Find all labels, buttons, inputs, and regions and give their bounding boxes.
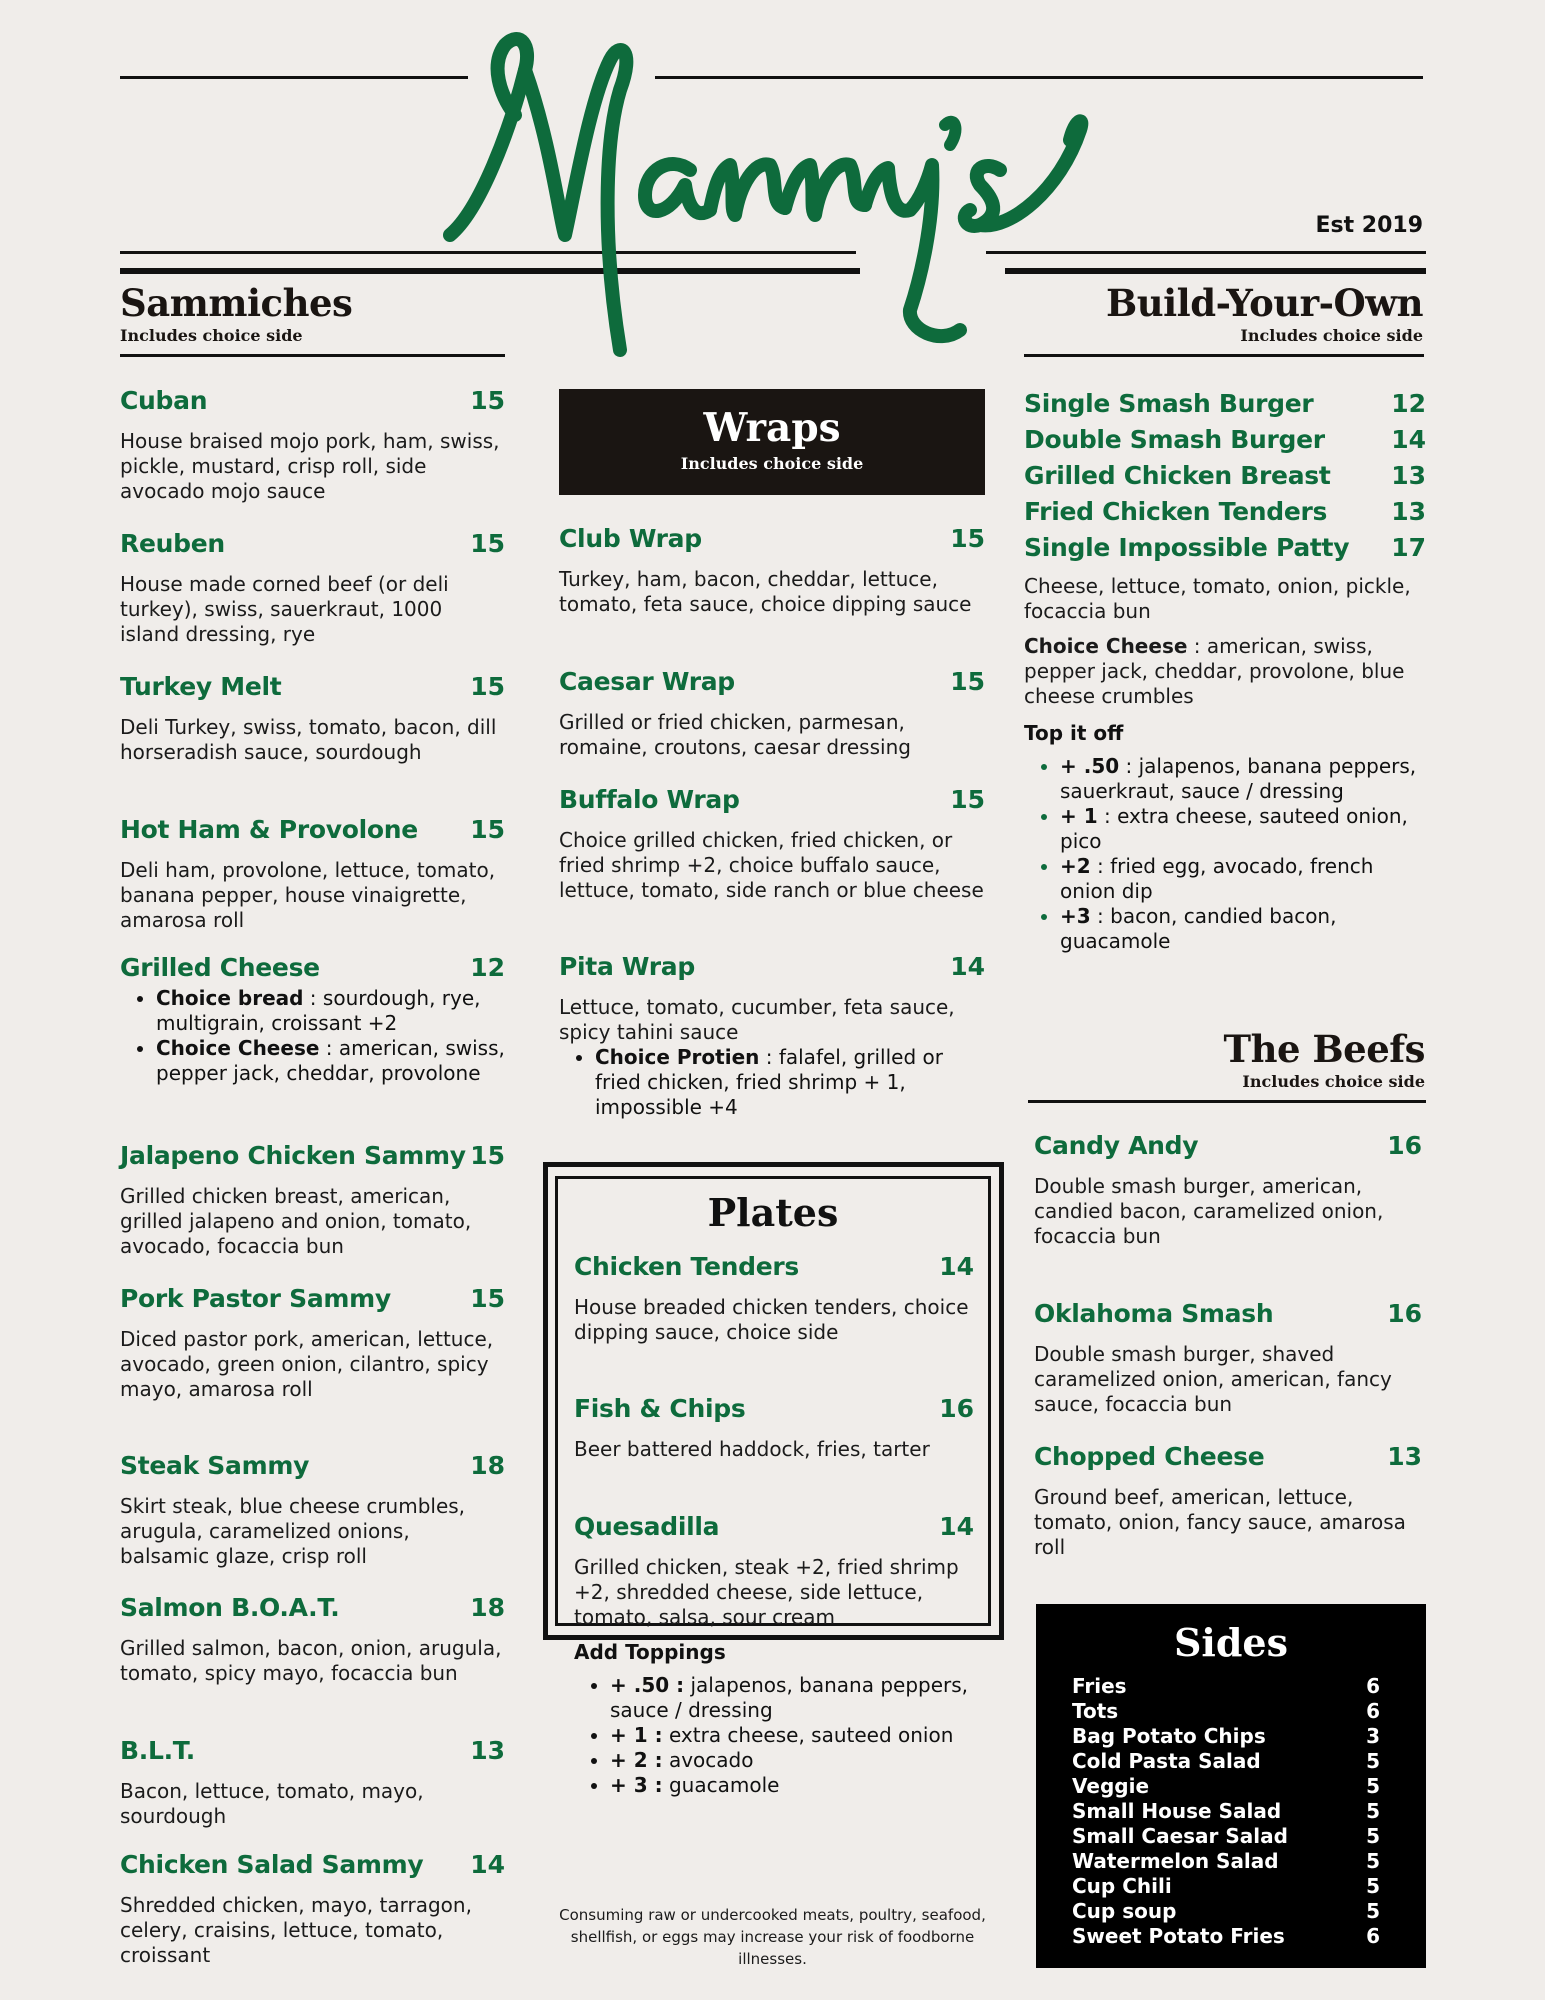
side-item: Cold Pasta Salad 5 bbox=[1072, 1749, 1380, 1773]
item-price: 16 bbox=[1387, 1131, 1422, 1160]
item-price: 15 bbox=[950, 785, 985, 814]
sides-box bbox=[1036, 1604, 1426, 1968]
item-description: Ground beef, american, lettuce, tomato, onion, fancy sauce, amarosa roll bbox=[1034, 1485, 1406, 1559]
item-price: 14 bbox=[939, 1512, 974, 1541]
item-name: Double Smash Burger bbox=[1024, 425, 1325, 454]
item-description: Grilled salmon, bacon, onion, arugula, tomato, spicy mayo, focaccia bun bbox=[120, 1636, 502, 1685]
item-price: 14 bbox=[1391, 425, 1426, 454]
sammiches-title: Sammiches bbox=[120, 281, 353, 325]
topping-3: • +3 : bacon, candied bacon, guacamole bbox=[1060, 904, 1426, 954]
menu-item-steak-sammy bbox=[120, 1451, 505, 1569]
topping-1: • + 1 : extra cheese, sauteed onion bbox=[610, 1723, 974, 1748]
item-price: 15 bbox=[470, 386, 505, 415]
item-price: 15 bbox=[470, 529, 505, 558]
side-item: Watermelon Salad 5 bbox=[1072, 1849, 1380, 1873]
byo-rule bbox=[1024, 354, 1424, 357]
item-description: Double smash burger, american, candied bacon, caramelized onion, focaccia bun bbox=[1034, 1174, 1384, 1248]
item-price: 13 bbox=[1391, 497, 1426, 526]
topping-2: • +2 : fried egg, avocado, french onion dip bbox=[1060, 854, 1426, 904]
item-name: Chicken Tenders bbox=[574, 1252, 799, 1281]
menu-item-chicken-salad-sammy bbox=[120, 1850, 505, 1968]
item-description: House made corned beef (or deli turkey), swiss, sauerkraut, 1000 island dressing, rye bbox=[120, 572, 449, 646]
menu-item-buffalo-wrap bbox=[559, 785, 985, 903]
item-name: Fish & Chips bbox=[574, 1394, 746, 1423]
item-price: 15 bbox=[470, 1284, 505, 1313]
item-price: 14 bbox=[939, 1252, 974, 1281]
sammiches-header bbox=[120, 281, 353, 345]
item-description: House breaded chicken tenders, choice dipping sauce, choice side bbox=[574, 1295, 969, 1344]
side-item: Cup soup 5 bbox=[1072, 1899, 1380, 1923]
header-rule-left-top bbox=[120, 76, 468, 79]
item-description: Double smash burger, shaved caramelized onion, american, fancy sauce, focaccia bun bbox=[1034, 1342, 1392, 1416]
item-description: Grilled or fried chicken, parmesan, romaine, croutons, caesar dressing bbox=[559, 710, 911, 759]
byo-item bbox=[1024, 530, 1426, 566]
menu-item-quesadilla bbox=[574, 1512, 974, 1798]
item-options bbox=[559, 1045, 985, 1120]
item-options bbox=[120, 986, 505, 1086]
item-name: Cuban bbox=[120, 386, 208, 415]
item-name: Quesadilla bbox=[574, 1512, 720, 1541]
item-price: 16 bbox=[1387, 1299, 1422, 1328]
item-description: Diced pastor pork, american, lettuce, avocado, green onion, cilantro, spicy mayo, amarosa roll bbox=[120, 1327, 494, 1401]
top-it-off-title: Top it off bbox=[1024, 721, 1124, 745]
item-name: Salmon B.O.A.T. bbox=[120, 1593, 340, 1622]
option-choice-bread: • Choice bread : sourdough, rye, multigrain, croissant +2 bbox=[156, 986, 505, 1036]
item-description: Lettuce, tomato, cucumber, feta sauce, spicy tahini sauce bbox=[559, 995, 955, 1044]
menu-item-pita-wrap bbox=[559, 952, 985, 1120]
side-item: Sweet Potato Fries 6 bbox=[1072, 1924, 1380, 1948]
item-name: Steak Sammy bbox=[120, 1451, 310, 1480]
topping-3: • + 3 : guacamole bbox=[610, 1773, 974, 1798]
menu-item-reuben bbox=[120, 529, 505, 647]
food-safety-disclaimer: Consuming raw or undercooked meats, poultry, seafood, shellfish, or eggs may increase your risk of foodborne illnesses. bbox=[559, 1906, 986, 1968]
menu-item-chicken-tenders bbox=[574, 1252, 974, 1345]
menu-item-fish-chips bbox=[574, 1394, 974, 1462]
item-name: Grilled Chicken Breast bbox=[1024, 461, 1331, 490]
byo-description: Cheese, lettuce, tomato, onion, pickle, focaccia bun bbox=[1024, 574, 1411, 623]
side-item: Veggie 5 bbox=[1072, 1774, 1380, 1798]
item-price: 12 bbox=[470, 953, 505, 982]
item-description: Deli ham, provolone, lettuce, tomato, banana pepper, house vinaigrette, amarosa roll bbox=[120, 858, 496, 932]
menu-item-blt bbox=[120, 1736, 505, 1829]
item-price: 15 bbox=[470, 1141, 505, 1170]
side-item: Bag Potato Chips 3 bbox=[1072, 1724, 1380, 1748]
side-item: Cup Chili 5 bbox=[1072, 1874, 1380, 1898]
menu-item-salmon-boat bbox=[120, 1593, 505, 1686]
sides-list bbox=[1072, 1674, 1380, 1949]
byo-items bbox=[1024, 386, 1426, 954]
toppings-list bbox=[574, 1673, 974, 1798]
item-price: 13 bbox=[1391, 461, 1426, 490]
menu-item-jalapeno-chicken-sammy bbox=[120, 1141, 505, 1259]
byo-item bbox=[1024, 386, 1426, 422]
mannys-script-logo bbox=[440, 20, 1090, 380]
item-description: Beer battered haddock, fries, tarter bbox=[574, 1437, 930, 1461]
item-price: 15 bbox=[950, 524, 985, 553]
menu-item-candy-andy bbox=[1034, 1131, 1422, 1249]
plates-title: Plates bbox=[707, 1190, 839, 1235]
side-item: Small Caesar Salad 5 bbox=[1072, 1824, 1380, 1848]
menu-item-caesar-wrap bbox=[559, 667, 985, 760]
item-name: Oklahoma Smash bbox=[1034, 1299, 1274, 1328]
item-name: Candy Andy bbox=[1034, 1131, 1199, 1160]
byo-header bbox=[1105, 281, 1423, 345]
menu-item-oklahoma-smash bbox=[1034, 1299, 1422, 1417]
item-description: Shredded chicken, mayo, tarragon, celery, craisins, lettuce, tomato, croissant bbox=[120, 1893, 472, 1967]
byo-choice-cheese: Choice Cheese : american, swiss, pepper jack, cheddar, provolone, blue cheese crumbles bbox=[1024, 634, 1405, 708]
item-price: 14 bbox=[470, 1850, 505, 1879]
byo-item bbox=[1024, 458, 1426, 494]
item-description: Turkey, ham, bacon, cheddar, lettuce, tomato, feta sauce, choice dipping sauce bbox=[559, 567, 972, 616]
beefs-title: The Beefs bbox=[1223, 1027, 1425, 1071]
menu-item-chopped-cheese bbox=[1034, 1442, 1422, 1560]
menu-item-pork-pastor-sammy bbox=[120, 1284, 505, 1402]
item-price: 18 bbox=[470, 1451, 505, 1480]
topping-50: • + .50 : jalapenos, banana peppers, sauce / dressing bbox=[610, 1673, 974, 1723]
byo-title: Build-Your-Own bbox=[1105, 281, 1423, 325]
beefs-header bbox=[1223, 1027, 1425, 1091]
byo-subtitle: Includes choice side bbox=[1240, 326, 1423, 345]
item-description: Bacon, lettuce, tomato, mayo, sourdough bbox=[120, 1779, 424, 1828]
menu-item-grilled-cheese bbox=[120, 953, 505, 1086]
menu-item-turkey-melt bbox=[120, 672, 505, 765]
item-description: Grilled chicken, steak +2, fried shrimp +2, shredded cheese, side lettuce, tomato, salsa, sour cream bbox=[574, 1555, 959, 1629]
beefs-rule bbox=[1028, 1100, 1426, 1103]
wraps-subtitle: Includes choice side bbox=[680, 454, 864, 473]
item-price: 15 bbox=[470, 672, 505, 701]
item-name: Club Wrap bbox=[559, 524, 702, 553]
option-choice-protein: • Choice Protien : falafel, grilled or fried chicken, fried shrimp + 1, impossible +4 bbox=[595, 1045, 985, 1120]
side-item: Tots 6 bbox=[1072, 1699, 1380, 1723]
item-price: 15 bbox=[950, 667, 985, 696]
sides-title: Sides bbox=[1173, 1620, 1289, 1665]
topping-2: • + 2 : avocado bbox=[610, 1748, 974, 1773]
item-name: Single Smash Burger bbox=[1024, 389, 1314, 418]
beefs-subtitle: Includes choice side bbox=[1242, 1072, 1425, 1091]
item-name: Chicken Salad Sammy bbox=[120, 1850, 424, 1879]
item-description: Deli Turkey, swiss, tomato, bacon, dill horseradish sauce, sourdough bbox=[120, 715, 497, 764]
item-name: Jalapeno Chicken Sammy bbox=[120, 1141, 466, 1170]
menu-item-cuban bbox=[120, 386, 505, 504]
item-price: 14 bbox=[950, 952, 985, 981]
item-description: House braised mojo pork, ham, swiss, pickle, mustard, crisp roll, side avocado mojo sauce bbox=[120, 429, 500, 503]
item-price: 16 bbox=[939, 1394, 974, 1423]
menu-item-hot-ham-provolone bbox=[120, 815, 505, 933]
add-toppings-title: Add Toppings bbox=[574, 1640, 726, 1664]
item-name: Buffalo Wrap bbox=[559, 785, 740, 814]
item-name: Chopped Cheese bbox=[1034, 1442, 1265, 1471]
item-name: Pork Pastor Sammy bbox=[120, 1284, 391, 1313]
item-name: Reuben bbox=[120, 529, 225, 558]
item-name: Turkey Melt bbox=[120, 672, 282, 701]
byo-toppings-list bbox=[1024, 754, 1426, 954]
topping-50: • + .50 : jalapenos, banana peppers, sauerkraut, sauce / dressing bbox=[1060, 754, 1426, 804]
item-name: Single Impossible Patty bbox=[1024, 533, 1350, 562]
wraps-header-box bbox=[559, 389, 985, 495]
wraps-title: Wraps bbox=[703, 405, 841, 451]
side-item: Fries 6 bbox=[1072, 1674, 1380, 1698]
topping-1: • + 1 : extra cheese, sauteed onion, pico bbox=[1060, 804, 1426, 854]
item-price: 12 bbox=[1391, 389, 1426, 418]
option-choice-cheese: • Choice Cheese : american, swiss, pepper jack, cheddar, provolone bbox=[156, 1036, 505, 1086]
item-price: 17 bbox=[1391, 533, 1426, 562]
item-name: B.L.T. bbox=[120, 1736, 195, 1765]
item-name: Caesar Wrap bbox=[559, 667, 735, 696]
sammiches-rule bbox=[120, 354, 505, 357]
established-year: Est 2019 bbox=[1315, 213, 1423, 238]
item-description: Choice grilled chicken, fried chicken, or fried shrimp +2, choice buffalo sauce, lettuce, tomato, side ranch or blue cheese bbox=[559, 828, 984, 902]
item-description: Grilled chicken breast, american, grilled jalapeno and onion, tomato, avocado, focaccia bun bbox=[120, 1184, 472, 1258]
item-price: 15 bbox=[470, 815, 505, 844]
item-price: 18 bbox=[470, 1593, 505, 1622]
item-price: 13 bbox=[470, 1736, 505, 1765]
item-name: Grilled Cheese bbox=[120, 953, 320, 982]
item-name: Hot Ham & Provolone bbox=[120, 815, 418, 844]
item-name: Fried Chicken Tenders bbox=[1024, 497, 1328, 526]
sammiches-subtitle: Includes choice side bbox=[120, 326, 303, 345]
menu-item-club-wrap bbox=[559, 524, 985, 617]
item-name: Pita Wrap bbox=[559, 952, 695, 981]
byo-item bbox=[1024, 422, 1426, 458]
side-item: Small House Salad 5 bbox=[1072, 1799, 1380, 1823]
item-description: Skirt steak, blue cheese crumbles, arugula, caramelized onions, balsamic glaze, crisp roll bbox=[120, 1494, 466, 1568]
byo-item bbox=[1024, 494, 1426, 530]
item-price: 13 bbox=[1387, 1442, 1422, 1471]
